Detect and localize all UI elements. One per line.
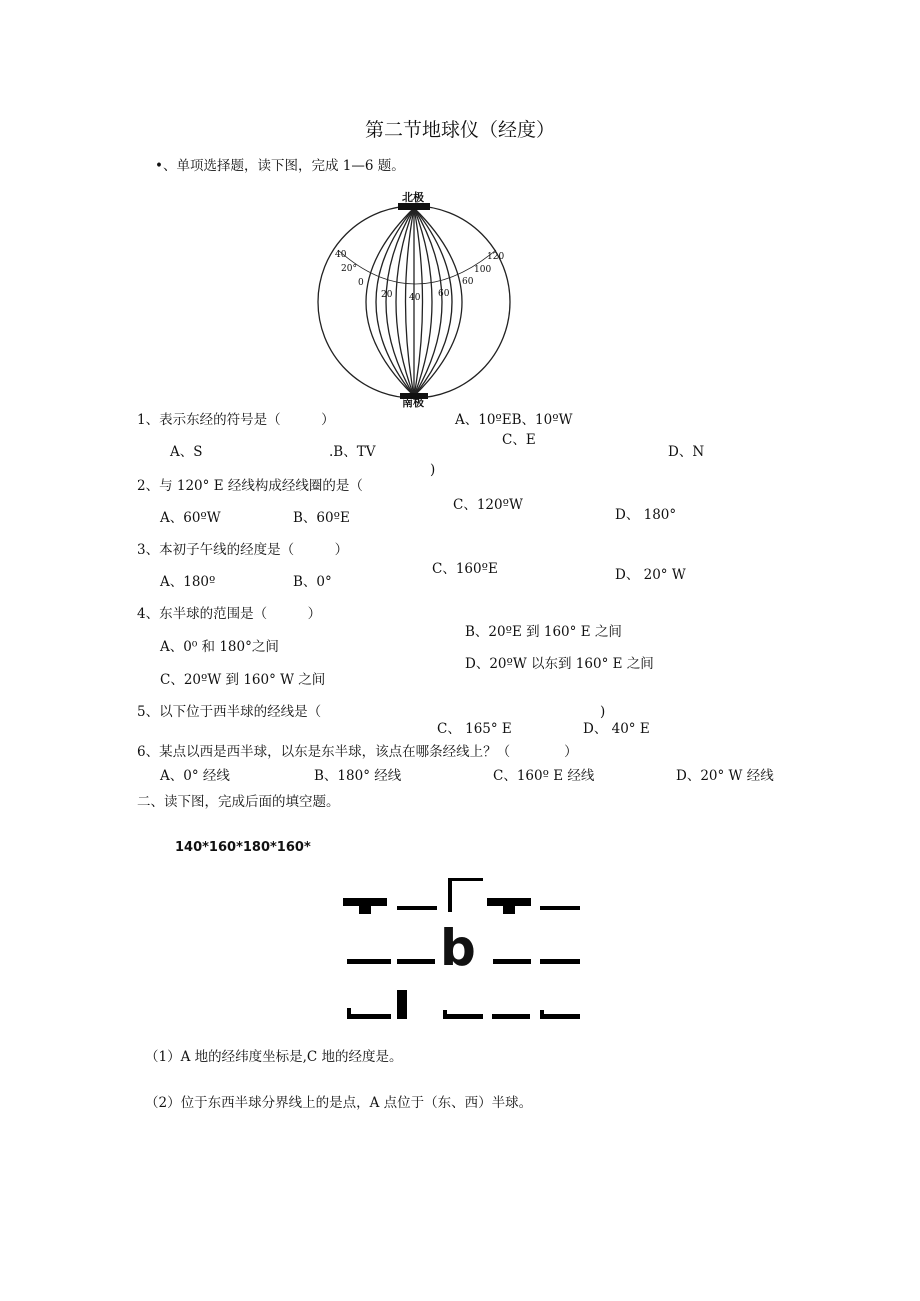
option-b: B、60ºE bbox=[293, 510, 350, 526]
option-d: D、20ºW 以东到 160° E 之间 bbox=[465, 656, 654, 672]
meridian-label: 0 bbox=[358, 278, 364, 288]
grid-glyph-b: b bbox=[440, 919, 476, 977]
option-b: B、180° 经线 bbox=[314, 768, 402, 784]
option-c: C、20ºW 到 160° W 之间 bbox=[160, 672, 326, 688]
option-c: C、120ºW bbox=[453, 497, 523, 513]
question-stem: 5、以下位于西半球的经线是（ bbox=[137, 704, 322, 720]
option-b: B、0° bbox=[293, 574, 332, 590]
option-a: A、60ºW bbox=[160, 510, 221, 526]
fill-question-1: （1）A 地的经纬度坐标是,C 地的经度是。 bbox=[145, 1049, 403, 1065]
meridian-label: 60 bbox=[462, 277, 474, 287]
option-d: D、 180° bbox=[615, 507, 677, 523]
question-stem: 6、某点以西是西半球，以东是东半球，该点在哪条经线上？（ ） bbox=[137, 744, 578, 760]
section-2-heading: 二、读下图，完成后面的填空题。 bbox=[137, 794, 340, 810]
question-stem: 3、本初子午线的经度是（ ） bbox=[137, 542, 349, 558]
page-title: 第二节地球仪（经度） bbox=[364, 119, 555, 141]
question-stem: 2、与 120° E 经线构成经线圈的是（ bbox=[137, 478, 363, 494]
meridian-label: 40 bbox=[409, 293, 421, 303]
option-c: C、160º E 经线 bbox=[493, 768, 595, 784]
meridian-label: 100 bbox=[474, 265, 492, 275]
option-b: .B、TV bbox=[329, 444, 376, 460]
fill-question-2: （2）位于东西半球分界线上的是点，A 点位于（东、西）半球。 bbox=[145, 1095, 533, 1111]
question-stem: 4、东半球的范围是（ ） bbox=[137, 606, 322, 622]
south-pole-label: 南极 bbox=[402, 396, 424, 409]
grid-longitude-labels: 140*160*180*160* bbox=[175, 840, 311, 855]
meridian-label: 60 bbox=[438, 289, 450, 299]
option-d: D、 40° E bbox=[583, 721, 650, 737]
option-a: A、0⁰ 和 180°之间 bbox=[160, 639, 279, 655]
option-d: D、 20° W bbox=[615, 567, 686, 583]
meridian-label: 120 bbox=[487, 252, 505, 262]
meridian-label: 20 bbox=[381, 290, 393, 300]
north-pole-label: 北极 bbox=[402, 191, 424, 204]
option-c: C、160ºE bbox=[432, 561, 498, 577]
option-a: A、180º bbox=[160, 574, 216, 590]
option-d: D、N bbox=[668, 444, 705, 460]
question-close: ) bbox=[600, 704, 606, 720]
option-a: A、S bbox=[170, 444, 203, 460]
question-stem: 1、表示东经的符号是（ ） bbox=[137, 412, 335, 428]
option-d: D、20° W 经线 bbox=[676, 768, 774, 784]
section-1-heading: •、单项选择题，读下图，完成 1—6 题。 bbox=[155, 158, 405, 174]
meridian-label: 20° bbox=[341, 264, 357, 274]
option-c: C、 165° E bbox=[437, 721, 512, 737]
option-a: A、0° 经线 bbox=[160, 768, 230, 784]
meridian-label: 40 bbox=[335, 250, 347, 260]
question-extra-2: ) bbox=[430, 462, 436, 478]
question-extra: A、10ºEB、10ºW bbox=[455, 412, 573, 428]
option-b: B、20ºE 到 160° E 之间 bbox=[465, 624, 622, 640]
option-c: C、E bbox=[502, 432, 536, 448]
